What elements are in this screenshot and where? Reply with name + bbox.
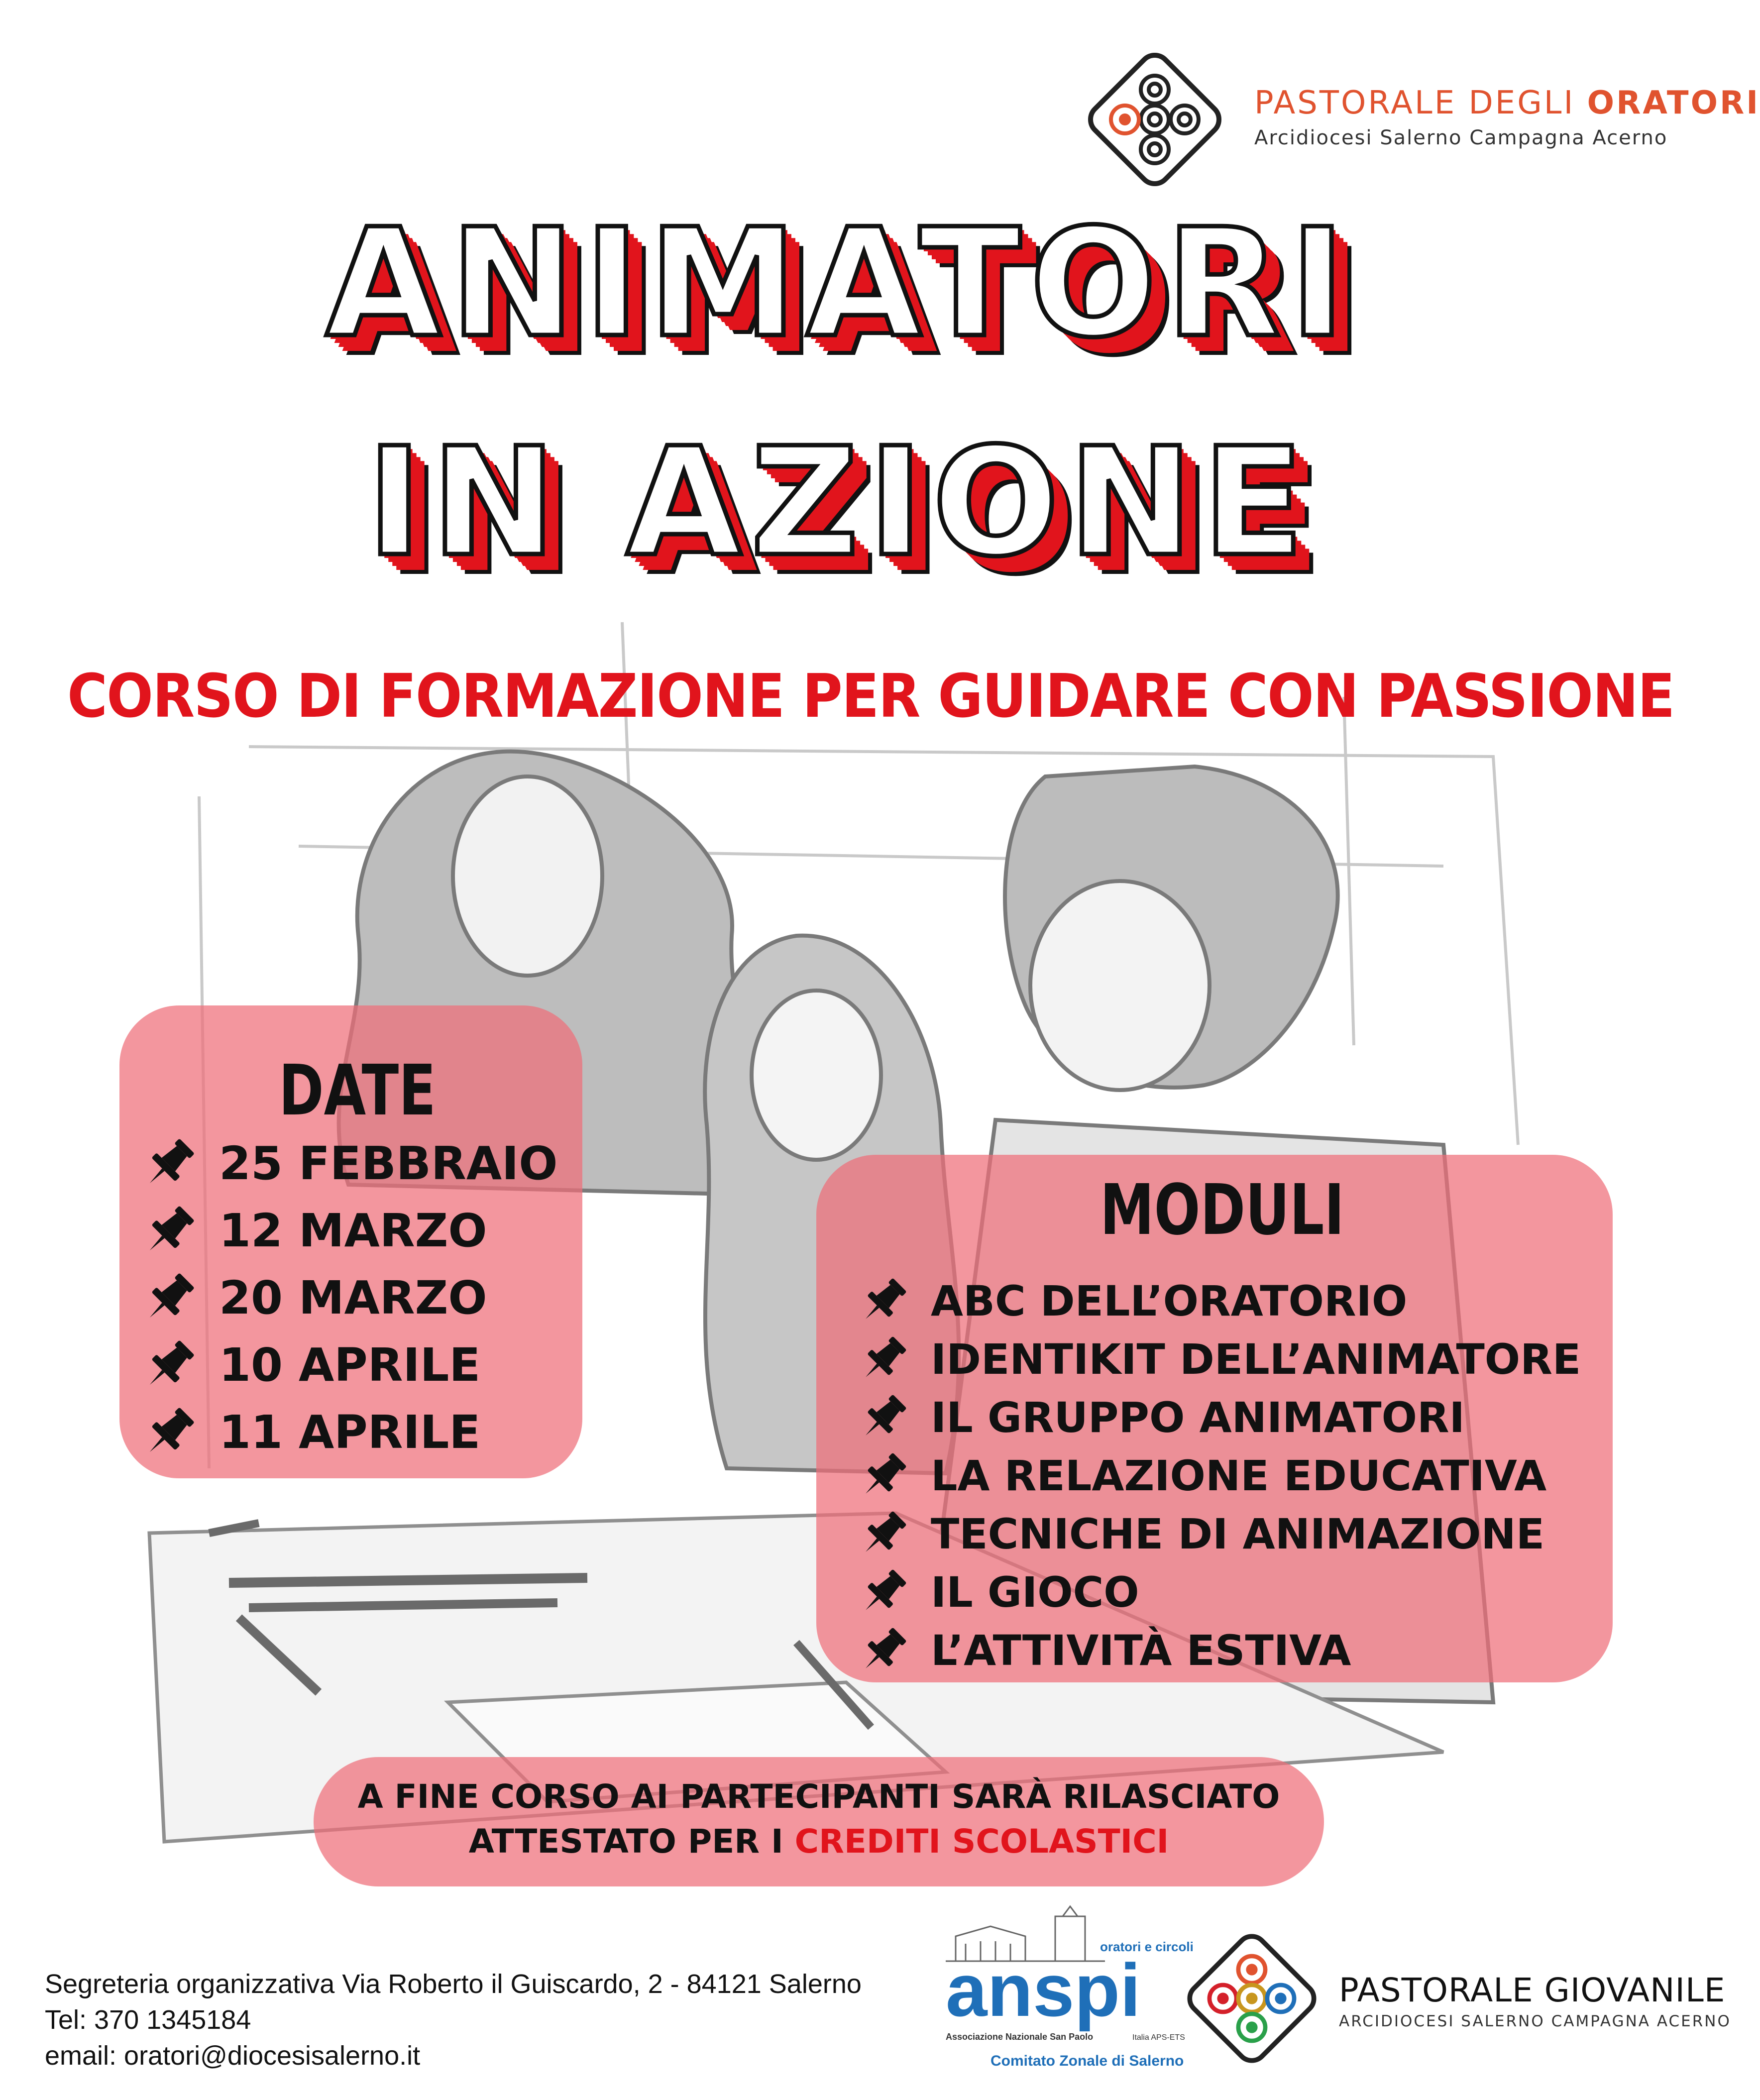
module-item	[856, 1563, 1581, 1621]
footer-address: Segreteria organizzativa Via Roberto il Guiscardo, 2 - 84121 Salerno	[45, 1969, 862, 1999]
module-item-label: IL GIOCO	[931, 1567, 1139, 1617]
anspi-assoc-right: Italia APS-ETS	[1132, 2033, 1185, 2042]
module-item-label: LA RELAZIONE EDUCATIVA	[931, 1451, 1547, 1500]
pushpin-icon	[139, 1134, 199, 1194]
pushpin-icon	[856, 1623, 911, 1678]
pastorale-giovanile-title: PASTORALE GIOVANILE	[1339, 1971, 1726, 2009]
module-item-label: L’ATTIVITÀ ESTIVA	[931, 1626, 1351, 1675]
pastorale-giovanile-brand	[1339, 1971, 1731, 2030]
module-item	[856, 1388, 1581, 1446]
header-title	[1254, 85, 1760, 121]
module-item-label: IL GRUPPO ANIMATORI	[931, 1393, 1465, 1442]
module-item-label: IDENTIKIT DELL’ANIMATORE	[931, 1334, 1581, 1384]
dates-heading: DATE	[279, 1050, 436, 1131]
header-title-plain: PASTORALE DEGLI	[1254, 85, 1575, 121]
main-title-line1: ANIMATORI	[326, 197, 1354, 370]
date-item-label: 10 APRILE	[219, 1338, 481, 1392]
date-item	[139, 1130, 557, 1197]
date-item	[139, 1331, 557, 1399]
header-title-bold: ORATORI	[1587, 85, 1760, 121]
module-item	[856, 1446, 1581, 1505]
pushpin-icon	[856, 1390, 911, 1445]
certificate-note	[314, 1774, 1324, 1864]
footer-email: email: oratori@diocesisalerno.it	[45, 2041, 421, 2071]
date-item-label: 11 APRILE	[219, 1406, 481, 1459]
date-item-label: 12 MARZO	[219, 1204, 487, 1257]
anspi-committee: Comitato Zonale di Salerno	[990, 2053, 1184, 2069]
pushpin-icon	[856, 1507, 911, 1561]
header-brand	[1254, 85, 1760, 149]
pushpin-icon	[856, 1448, 911, 1503]
date-item	[139, 1197, 557, 1264]
anspi-assoc-left: Associazione Nazionale San Paolo	[946, 2032, 1094, 2042]
module-item-label: TECNICHE DI ANIMAZIONE	[931, 1509, 1545, 1558]
module-item	[856, 1330, 1581, 1388]
dates-list	[139, 1130, 557, 1466]
footer-contacts	[45, 1966, 862, 2074]
pastorale-giovanile-subtitle: ARCIDIOCESI SALERNO CAMPAGNA ACERNO	[1339, 2012, 1731, 2030]
pushpin-icon	[139, 1335, 199, 1395]
note-line2	[314, 1819, 1324, 1864]
course-subtitle: CORSO DI FORMAZIONE PER GUIDARE CON PASSIONE	[67, 662, 1674, 731]
modules-list	[856, 1272, 1581, 1679]
note-highlight: CREDITI SCOLASTICI	[794, 1822, 1169, 1861]
date-item	[139, 1399, 557, 1466]
anspi-tagline: oratori e circoli	[1100, 1939, 1194, 1954]
pushpin-icon	[139, 1403, 199, 1462]
module-item	[856, 1272, 1581, 1330]
date-item	[139, 1264, 557, 1331]
note-line1: A FINE CORSO AI PARTECIPANTI SARÀ RILASCIATO	[357, 1777, 1280, 1816]
pushpin-icon	[856, 1565, 911, 1620]
oratori-logo-icon	[1080, 45, 1229, 194]
note-line2-prefix: ATTESTATO PER I	[468, 1822, 795, 1861]
module-item	[856, 1621, 1581, 1679]
date-item-label: 25 FEBBRAIO	[219, 1137, 558, 1190]
footer-tel: Tel: 370 1345184	[45, 2005, 251, 2035]
modules-heading: MODULI	[1100, 1170, 1345, 1251]
pushpin-icon	[139, 1201, 199, 1261]
module-item	[856, 1505, 1581, 1563]
anspi-logo	[936, 1906, 1214, 2086]
date-item-label: 20 MARZO	[219, 1271, 487, 1325]
module-item-label: ABC DELL’ORATORIO	[931, 1276, 1408, 1326]
anspi-name: anspi	[946, 1948, 1141, 2032]
pushpin-icon	[856, 1274, 911, 1328]
pushpin-icon	[139, 1268, 199, 1328]
pastorale-giovanile-logo-icon	[1180, 1926, 1324, 2071]
header-subtitle: Arcidiocesi Salerno Campagna Acerno	[1254, 126, 1668, 149]
main-title-line2: IN AZIONE	[366, 416, 1314, 589]
pushpin-icon	[856, 1332, 911, 1387]
